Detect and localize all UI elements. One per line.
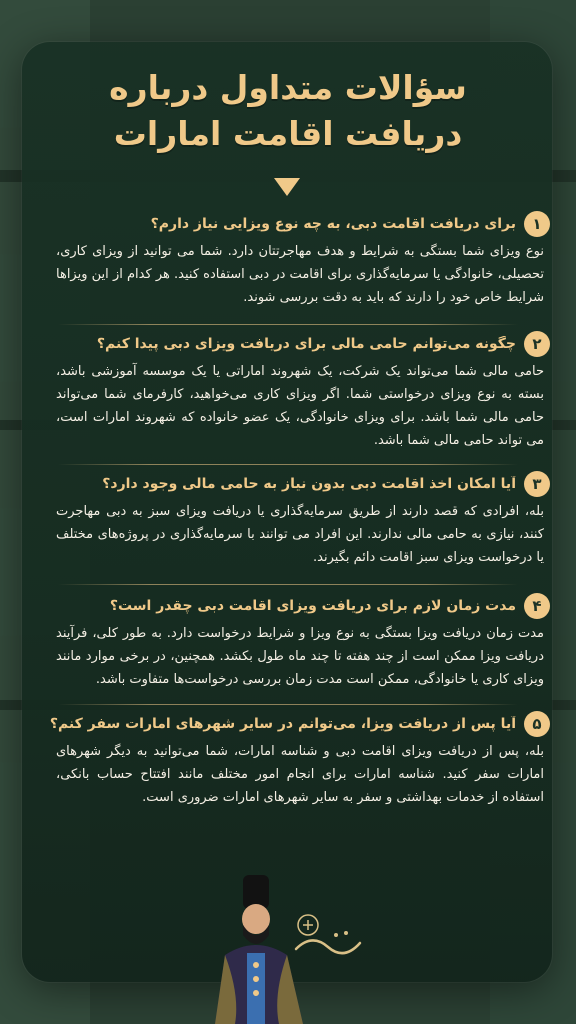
faq-question: برای دریافت اقامت دبی، به چه نوع ویزایی نیاز دارم؟: [150, 216, 516, 232]
faq-answer: مدت زمان دریافت ویزا بستگی به نوع ویزا و شرایط درخواست دارد. به طور کلی، فرآیند دریافت ویزا ممکن است از چند هفته تا چند ماه طول بکشد. همچنین، در برخی موارد مانند ویزای کاری یا خانوادگی، ممکن است مدت زمان بررسی درخواست‌ها متفاوت باشد.: [56, 626, 544, 687]
faq-number-badge: ۴: [524, 593, 550, 619]
brand-logo-mark: [288, 905, 368, 965]
faq-answer: بله، افرادی که قصد دارند از طریق سرمایه‌گذاری یا دریافت ویزای سبز به دبی مهاجرت کنند، نیازی به حامی مالی ندارند. این افراد می توانند با سرمایه‌گذاری در پروژه‌های مختلف یا درخواست ویزای سبز اقامت دائم بگیرند.: [56, 504, 544, 565]
faq-question: آیا امکان اخذ اقامت دبی بدون نیاز به حامی مالی وجود دارد؟: [102, 476, 516, 492]
divider: [58, 704, 518, 705]
faq-item-1: [36, 210, 550, 309]
divider: [58, 464, 518, 465]
divider: [58, 584, 518, 585]
page-title-line-1: سؤالات متداول درباره: [109, 68, 467, 107]
faq-question: آیا پس از دریافت ویزا، می‌توانم در سایر شهرهای امارات سفر کنم؟: [49, 716, 516, 732]
faq-number-badge: ۲: [524, 331, 550, 357]
page-title-line-2: دریافت اقامت امارات: [113, 114, 463, 153]
faq-item-3: [36, 470, 550, 569]
faq-answer: بله، پس از دریافت ویزای اقامت دبی و شناسه امارات، شما می‌توانید به دیگر شهرهای امارات سفر کنید. شناسه امارات برای انجام امور مختلف مانند افتتاح حساب بانکی، استفاده از خدمات بهداشتی و سفر به سایر شهرهای امارات ضروری است.: [56, 744, 544, 805]
faq-question: مدت زمان لازم برای دریافت ویزای اقامت دبی چقدر است؟: [109, 598, 516, 614]
faq-item-5: [36, 710, 550, 809]
faq-number-badge: ۵: [524, 711, 550, 737]
triangle-down-icon: [274, 178, 300, 196]
faq-item-2: [36, 330, 550, 452]
faq-answer: حامی مالی شما می‌تواند یک شرکت، یک شهروند اماراتی یا یک موسسه آموزشی باشد، بسته به نوع ویزای درخواستی شما. اگر ویزای کاری می‌خواهید، کارفرمای شما می‌تواند حامی مالی شما باشد. برای ویزای خانوادگی، یک عضو خانواده که شهروند امارات است، می تواند حامی مالی شما باشد.: [56, 364, 544, 448]
brand-logo: [288, 905, 368, 965]
divider: [58, 324, 518, 325]
faq-item-4: [36, 592, 550, 691]
faq-answer: نوع ویزای شما بستگی به شرایط و هدف مهاجرتتان دارد. شما می توانید از ویزای کاری، تحصیلی، خانوادگی یا سرمایه‌گذاری برای اقامت در دبی استفاده کنید. هر کدام از این ویزاها شرایط خاص خود را دارند که باید به دقت بررسی شوند.: [56, 244, 544, 305]
faq-number-badge: ۳: [524, 471, 550, 497]
faq-number-badge: ۱: [524, 211, 550, 237]
faq-question: چگونه می‌توانم حامی مالی برای دریافت ویزای دبی پیدا کنم؟: [96, 336, 516, 352]
